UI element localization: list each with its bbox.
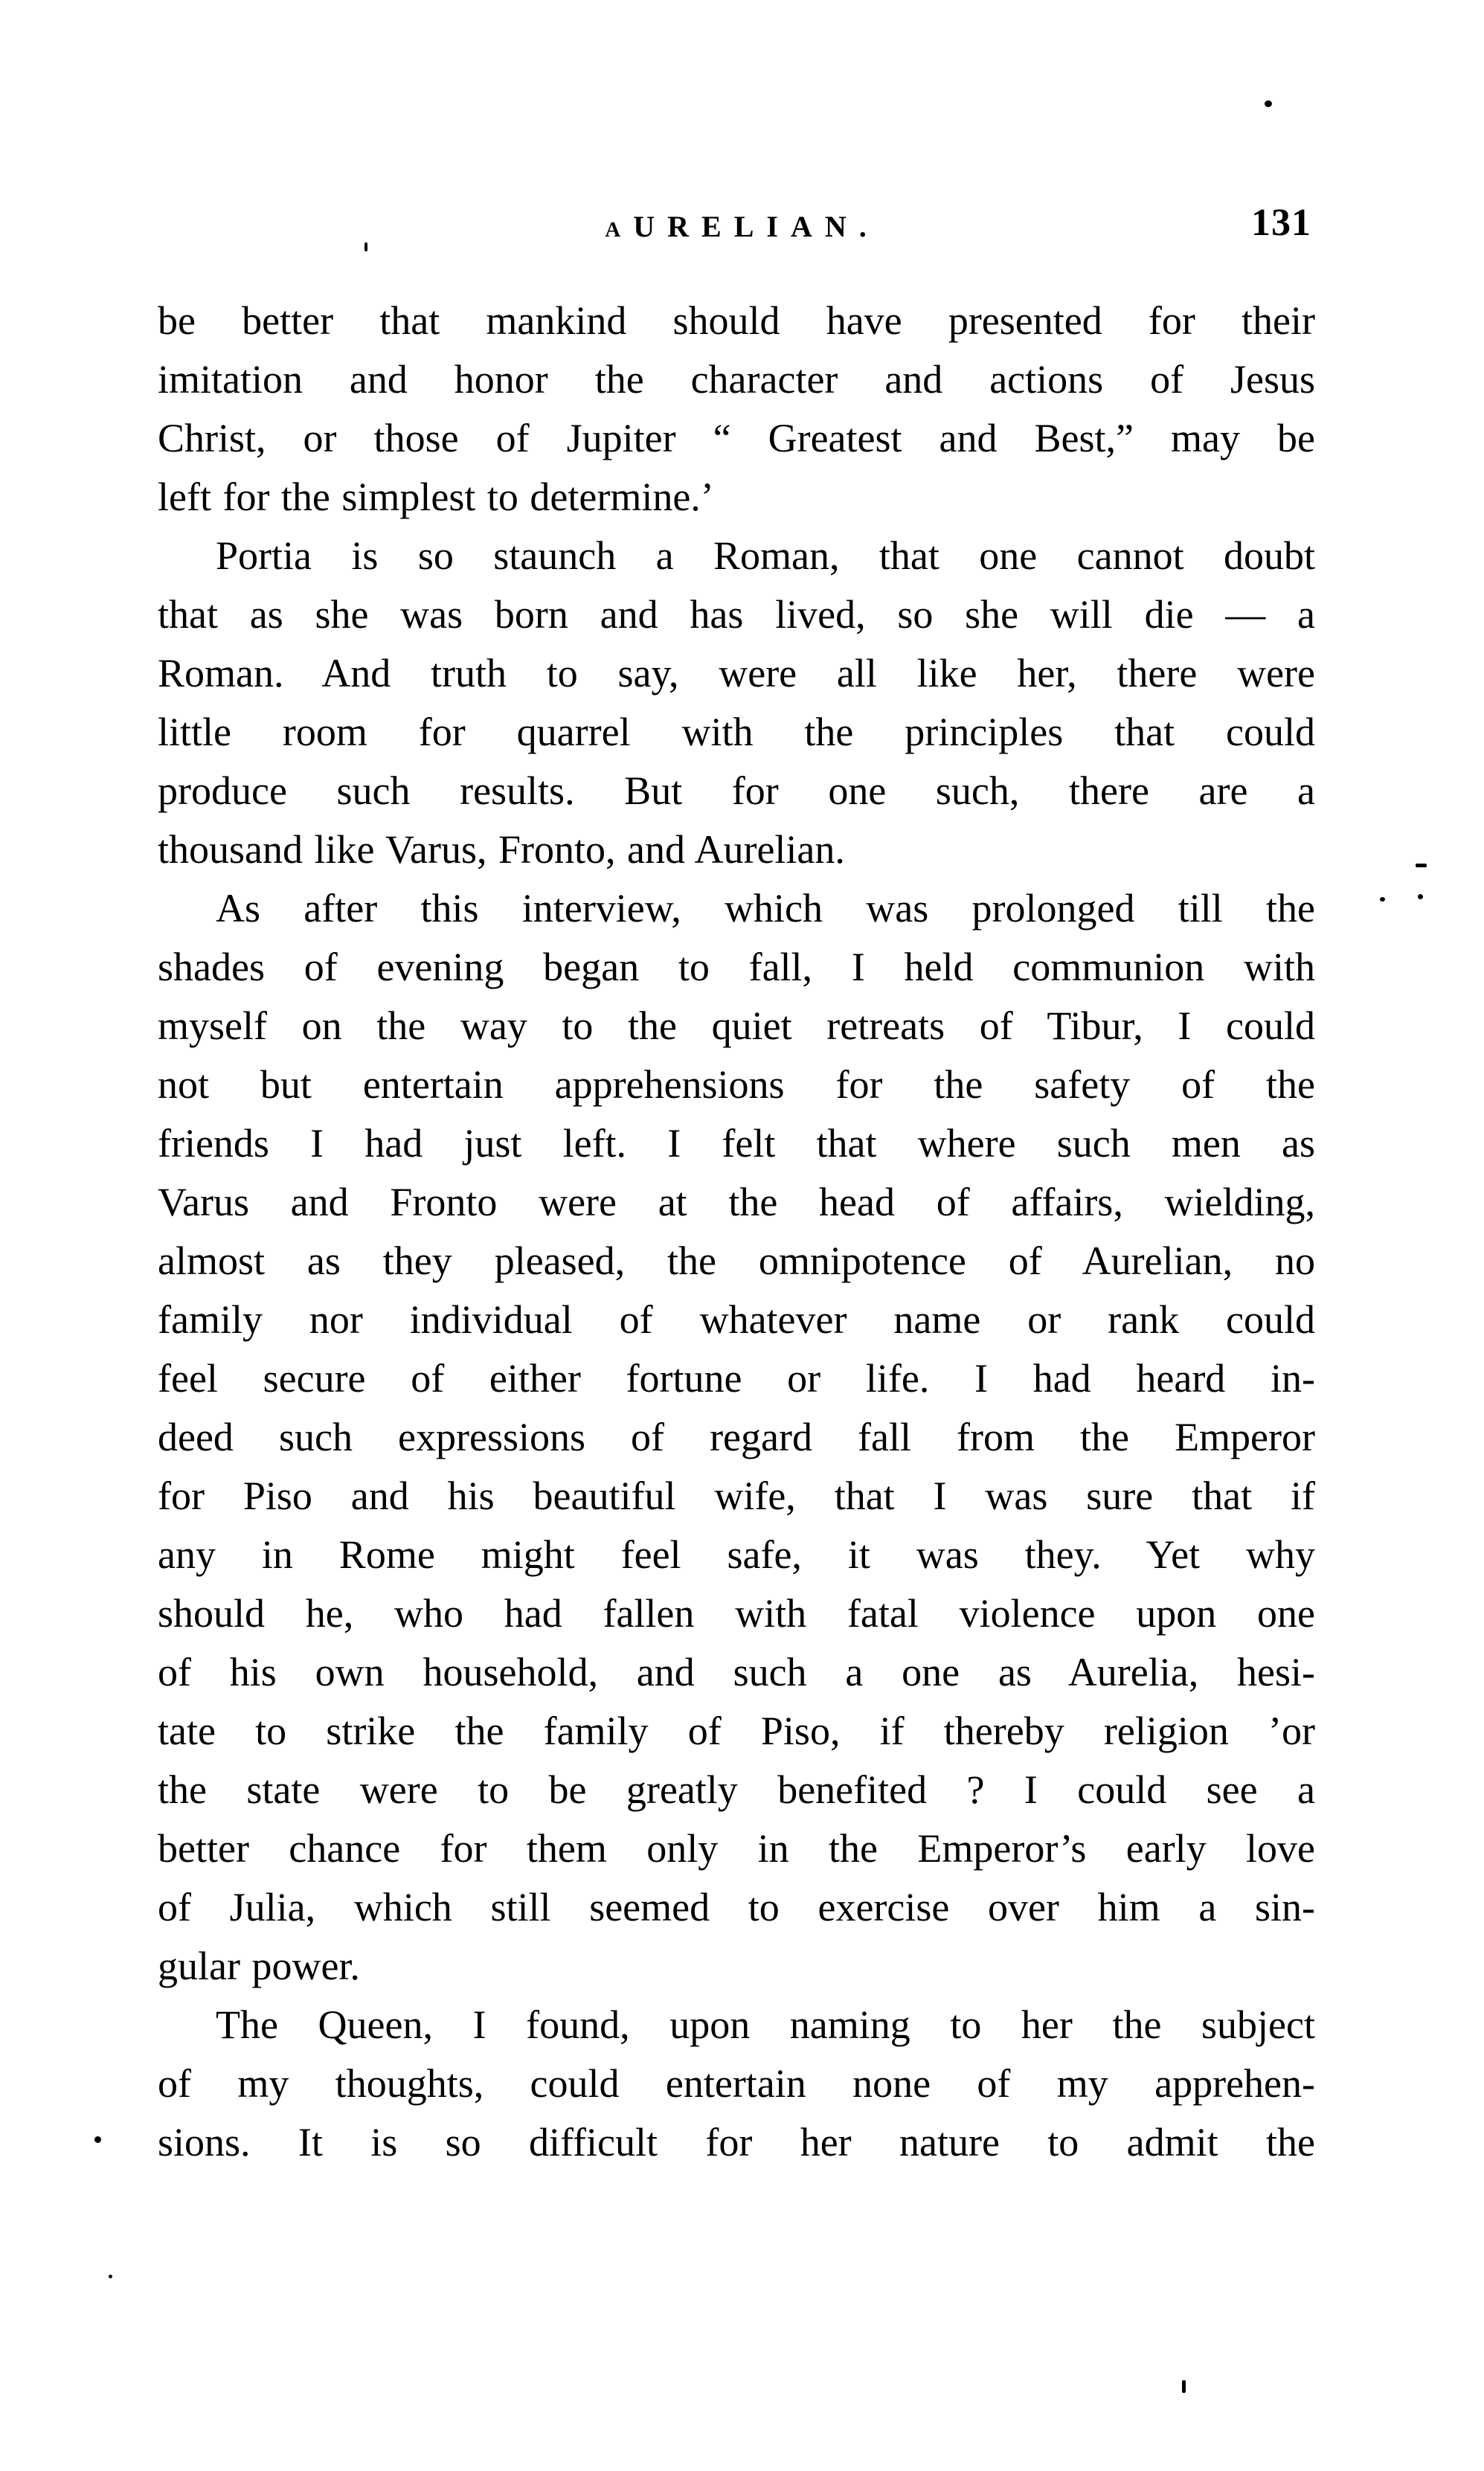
text-line: the state were to be greatly benefited ? I could see a (158, 1767, 1315, 1812)
text-line: better chance for them only in the Emperor’s early love (158, 1826, 1315, 1871)
text-line: produce such results. But for one such, there are a (158, 768, 1315, 813)
text-line: feel secure of either fortune or life. I had heard in- (158, 1356, 1315, 1401)
page-number: 131 (1251, 202, 1311, 244)
text-line: that as she was born and has lived, so she will die — a (158, 592, 1315, 637)
scan-speck (109, 2275, 112, 2278)
text-line: imitation and honor the character and actions of Jesus (158, 357, 1315, 402)
text-line: Christ, or those of Jupiter “ Greatest and Best,” may be (158, 416, 1315, 460)
scan-speck (1182, 2380, 1186, 2393)
text-line: be better that mankind should have presented for their (158, 298, 1315, 343)
running-head-title: AURELIAN. (605, 210, 879, 243)
text-line: of his own household, and such a one as Aurelia, hesi- (158, 1650, 1315, 1694)
text-line: The Queen, I found, upon naming to her the subject (216, 2002, 1315, 2047)
text-line: any in Rome might feel safe, it was they. Yet why (158, 1532, 1315, 1577)
scan-speck (1418, 894, 1423, 899)
scan-speck (94, 2136, 101, 2143)
text-line: not but entertain apprehensions for the safety of the (158, 1062, 1315, 1107)
text-line: thousand like Varus, Fronto, and Aurelian. (158, 827, 845, 872)
text-line: myself on the way to the quiet retreats of Tibur, I could (158, 1003, 1315, 1048)
text-line: gular power. (158, 1944, 360, 1988)
text-line: deed such expressions of regard fall from the Emperor (158, 1415, 1315, 1459)
scan-speck (1380, 897, 1385, 902)
text-line: Varus and Fronto were at the head of affairs, wielding, (158, 1180, 1315, 1224)
text-line: of my thoughts, could entertain none of my apprehen- (158, 2061, 1315, 2106)
text-line: should he, who had fallen with fatal violence upon one (158, 1591, 1315, 1636)
scan-speck (364, 242, 367, 251)
text-line: Roman. And truth to say, were all like her, there were (158, 651, 1315, 695)
text-line: sions. It is so difficult for her nature to admit the (158, 2120, 1315, 2165)
text-line: of Julia, which still seemed to exercise over him a sin- (158, 1885, 1315, 1929)
text-line: almost as they pleased, the omnipotence of Aurelian, no (158, 1238, 1315, 1283)
scan-speck (1265, 100, 1272, 107)
text-line: shades of evening began to fall, I held communion with (158, 945, 1315, 989)
text-line: family nor individual of whatever name or rank could (158, 1297, 1315, 1342)
text-line: As after this interview, which was prolonged till the (216, 886, 1315, 931)
body-text (158, 292, 1315, 2172)
text-line: for Piso and his beautiful wife, that I was sure that if (158, 1474, 1315, 1518)
text-line: left for the simplest to determine.’ (158, 475, 714, 519)
text-line: little room for quarrel with the principles that could (158, 710, 1315, 754)
scan-speck (1416, 864, 1427, 867)
text-line: friends I had just left. I felt that where such men as (158, 1121, 1315, 1166)
text-line: Portia is so staunch a Roman, that one cannot doubt (216, 533, 1315, 578)
text-line: tate to strike the family of Piso, if thereby religion ’or (158, 1709, 1315, 1753)
